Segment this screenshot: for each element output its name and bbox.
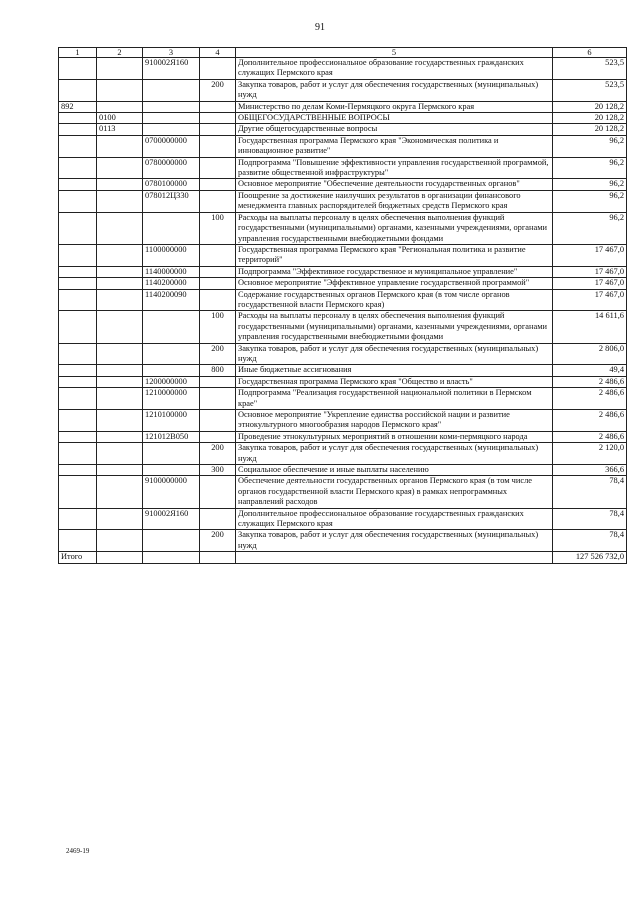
cell-section-code bbox=[97, 476, 143, 508]
cell-section-code bbox=[97, 443, 143, 465]
table-row bbox=[59, 124, 627, 135]
table-row bbox=[59, 135, 627, 157]
cell-target-article: 1210000000 bbox=[143, 388, 200, 410]
cell-amount: 2 486,6 bbox=[553, 388, 627, 410]
cell-amount: 2 486,6 bbox=[553, 410, 627, 432]
cell-target-article bbox=[143, 343, 200, 365]
cell-section-code bbox=[97, 410, 143, 432]
table-row bbox=[59, 157, 627, 179]
cell-ministry-code bbox=[59, 376, 97, 387]
cell-description: Поощрение за достижение наилучших результатов в организации финансового менеджмента главных распорядителей бюджетных средств Пермского края bbox=[236, 190, 553, 212]
cell-expense-type: 200 bbox=[200, 343, 236, 365]
column-header: 1 bbox=[59, 48, 97, 58]
cell-expense-type: 200 bbox=[200, 443, 236, 465]
cell-target-article: 1100000000 bbox=[143, 244, 200, 266]
cell-amount: 49,4 bbox=[553, 365, 627, 376]
cell-section-code bbox=[97, 278, 143, 289]
cell-expense-type: 100 bbox=[200, 212, 236, 244]
cell-amount: 96,2 bbox=[553, 179, 627, 190]
cell-description: ОБЩЕГОСУДАРСТВЕННЫЕ ВОПРОСЫ bbox=[236, 113, 553, 124]
cell-target-article bbox=[143, 124, 200, 135]
table-row bbox=[59, 101, 627, 112]
cell-expense-type: 200 bbox=[200, 79, 236, 101]
table-row bbox=[59, 244, 627, 266]
cell-ministry-code bbox=[59, 179, 97, 190]
table-row bbox=[59, 278, 627, 289]
table-row bbox=[59, 388, 627, 410]
column-header: 5 bbox=[236, 48, 553, 58]
cell-target-article bbox=[143, 101, 200, 112]
cell-expense-type bbox=[200, 376, 236, 387]
cell-target-article: 0780000000 bbox=[143, 157, 200, 179]
cell-description: Государственная программа Пермского края "Экономическая политика и инновационное развитие" bbox=[236, 135, 553, 157]
cell-amount: 127 526 732,0 bbox=[553, 552, 627, 563]
cell-target-article: 1210100000 bbox=[143, 410, 200, 432]
cell-amount: 78,4 bbox=[553, 530, 627, 552]
cell-section-code bbox=[97, 552, 143, 563]
cell-expense-type bbox=[200, 289, 236, 311]
table-row bbox=[59, 266, 627, 277]
cell-ministry-code bbox=[59, 278, 97, 289]
cell-expense-type bbox=[200, 410, 236, 432]
cell-description: Закупка товаров, работ и услуг для обеспечения государственных (муниципальных) нужд bbox=[236, 443, 553, 465]
cell-description: Дополнительное профессиональное образование государственных гражданских служащих Пермского края bbox=[236, 508, 553, 530]
cell-description: Содержание государственных органов Пермского края (в том числе органов государственной власти Пермского края) bbox=[236, 289, 553, 311]
cell-amount: 2 486,6 bbox=[553, 376, 627, 387]
cell-ministry-code bbox=[59, 135, 97, 157]
cell-ministry-code bbox=[59, 465, 97, 476]
cell-amount: 20 128,2 bbox=[553, 124, 627, 135]
table-row bbox=[59, 311, 627, 343]
cell-ministry-code bbox=[59, 79, 97, 101]
cell-description: Подпрограмма "Повышение эффективности управления государственной программой, развитие общественной инфраструктуры" bbox=[236, 157, 553, 179]
table-row bbox=[59, 552, 627, 563]
cell-amount: 78,4 bbox=[553, 476, 627, 508]
cell-section-code bbox=[97, 135, 143, 157]
cell-amount: 96,2 bbox=[553, 190, 627, 212]
cell-description: Основное мероприятие "Эффективное управление государственной программой" bbox=[236, 278, 553, 289]
cell-section-code bbox=[97, 101, 143, 112]
cell-amount: 20 128,2 bbox=[553, 101, 627, 112]
cell-amount: 2 486,6 bbox=[553, 431, 627, 442]
cell-description: Закупка товаров, работ и услуг для обеспечения государственных (муниципальных) нужд bbox=[236, 530, 553, 552]
cell-ministry-code bbox=[59, 476, 97, 508]
cell-target-article bbox=[143, 465, 200, 476]
cell-expense-type: 100 bbox=[200, 311, 236, 343]
document-code: 2469-19 bbox=[66, 847, 90, 855]
table-row bbox=[59, 289, 627, 311]
cell-description: Государственная программа Пермского края "Региональная политика и развитие территорий" bbox=[236, 244, 553, 266]
cell-target-article: 9100000000 bbox=[143, 476, 200, 508]
cell-expense-type bbox=[200, 278, 236, 289]
cell-ministry-code bbox=[59, 508, 97, 530]
cell-ministry-code bbox=[59, 212, 97, 244]
cell-ministry-code bbox=[59, 266, 97, 277]
cell-amount: 523,5 bbox=[553, 79, 627, 101]
cell-section-code bbox=[97, 465, 143, 476]
cell-amount: 96,2 bbox=[553, 212, 627, 244]
cell-amount: 78,4 bbox=[553, 508, 627, 530]
table-row bbox=[59, 212, 627, 244]
cell-target-article bbox=[143, 365, 200, 376]
cell-ministry-code bbox=[59, 410, 97, 432]
cell-section-code bbox=[97, 311, 143, 343]
cell-target-article bbox=[143, 113, 200, 124]
cell-description bbox=[236, 552, 553, 563]
cell-section-code bbox=[97, 190, 143, 212]
cell-description: Основное мероприятие "Укрепление единства российской нации и развитие этнокультурного многообразия народов Пермского края" bbox=[236, 410, 553, 432]
cell-description: Дополнительное профессиональное образование государственных гражданских служащих Пермского края bbox=[236, 58, 553, 80]
cell-description: Обеспечение деятельности государственных органов Пермского края (в том числе органов государственной власти Пермского края) в рамках непрограммных направлений расходов bbox=[236, 476, 553, 508]
table-row bbox=[59, 179, 627, 190]
table-row bbox=[59, 343, 627, 365]
cell-section-code bbox=[97, 289, 143, 311]
cell-expense-type bbox=[200, 266, 236, 277]
cell-section-code bbox=[97, 266, 143, 277]
cell-ministry-code bbox=[59, 388, 97, 410]
cell-target-article: 078012Ц330 bbox=[143, 190, 200, 212]
cell-description: Основное мероприятие "Обеспечение деятельности государственных органов" bbox=[236, 179, 553, 190]
cell-ministry-code: 892 bbox=[59, 101, 97, 112]
cell-expense-type: 200 bbox=[200, 530, 236, 552]
cell-expense-type bbox=[200, 113, 236, 124]
cell-expense-type: 800 bbox=[200, 365, 236, 376]
cell-description: Подпрограмма "Эффективное государственное и муниципальное управление" bbox=[236, 266, 553, 277]
cell-description: Министерство по делам Коми-Пермяцкого округа Пермского края bbox=[236, 101, 553, 112]
cell-ministry-code bbox=[59, 190, 97, 212]
cell-amount: 17 467,0 bbox=[553, 244, 627, 266]
table-row bbox=[59, 476, 627, 508]
cell-expense-type bbox=[200, 179, 236, 190]
cell-target-article: 0700000000 bbox=[143, 135, 200, 157]
cell-section-code bbox=[97, 179, 143, 190]
budget-table bbox=[58, 47, 627, 564]
cell-target-article: 1140000000 bbox=[143, 266, 200, 277]
cell-description: Проведение этнокультурных мероприятий в отношении коми-пермяцкого народа bbox=[236, 431, 553, 442]
cell-expense-type bbox=[200, 101, 236, 112]
cell-amount: 17 467,0 bbox=[553, 278, 627, 289]
table-body bbox=[59, 58, 627, 564]
cell-ministry-code bbox=[59, 157, 97, 179]
cell-section-code bbox=[97, 365, 143, 376]
cell-target-article bbox=[143, 552, 200, 563]
table-row bbox=[59, 465, 627, 476]
cell-description: Расходы на выплаты персоналу в целях обеспечения выполнения функций государственными (муниципальными) органами, казенными учреждениями, органами управления государственными внебюджетными фондами bbox=[236, 212, 553, 244]
cell-expense-type bbox=[200, 135, 236, 157]
cell-section-code: 0113 bbox=[97, 124, 143, 135]
cell-amount: 2 806,0 bbox=[553, 343, 627, 365]
cell-expense-type bbox=[200, 508, 236, 530]
cell-target-article bbox=[143, 311, 200, 343]
cell-description: Иные бюджетные ассигнования bbox=[236, 365, 553, 376]
cell-section-code bbox=[97, 212, 143, 244]
cell-amount: 17 467,0 bbox=[553, 266, 627, 277]
page-number: 91 bbox=[315, 22, 325, 33]
cell-amount: 17 467,0 bbox=[553, 289, 627, 311]
cell-description: Закупка товаров, работ и услуг для обеспечения государственных (муниципальных) нужд bbox=[236, 343, 553, 365]
cell-description: Государственная программа Пермского края "Общество и власть" bbox=[236, 376, 553, 387]
cell-section-code bbox=[97, 343, 143, 365]
cell-section-code bbox=[97, 58, 143, 80]
cell-expense-type bbox=[200, 476, 236, 508]
cell-description: Подпрограмма "Реализация государственной национальной политики в Пермском крае" bbox=[236, 388, 553, 410]
column-header: 2 bbox=[97, 48, 143, 58]
cell-amount: 96,2 bbox=[553, 135, 627, 157]
cell-description: Расходы на выплаты персоналу в целях обеспечения выполнения функций государственными (муниципальными) органами, казенными учреждениями, органами управления государственными внебюджетными фондами bbox=[236, 311, 553, 343]
cell-ministry-code: Итого bbox=[59, 552, 97, 563]
cell-ministry-code bbox=[59, 289, 97, 311]
cell-ministry-code bbox=[59, 58, 97, 80]
cell-expense-type bbox=[200, 388, 236, 410]
cell-ministry-code bbox=[59, 244, 97, 266]
column-header: 3 bbox=[143, 48, 200, 58]
cell-section-code bbox=[97, 431, 143, 442]
cell-amount: 14 611,6 bbox=[553, 311, 627, 343]
table-header-row bbox=[59, 48, 627, 58]
cell-section-code bbox=[97, 157, 143, 179]
cell-description: Социальное обеспечение и иные выплаты населению bbox=[236, 465, 553, 476]
cell-target-article: 0780100000 bbox=[143, 179, 200, 190]
cell-target-article: 1140200090 bbox=[143, 289, 200, 311]
cell-ministry-code bbox=[59, 431, 97, 442]
cell-ministry-code bbox=[59, 311, 97, 343]
cell-target-article bbox=[143, 530, 200, 552]
table-row bbox=[59, 58, 627, 80]
cell-target-article: 1200000000 bbox=[143, 376, 200, 387]
table-row bbox=[59, 113, 627, 124]
cell-ministry-code bbox=[59, 124, 97, 135]
table-row bbox=[59, 365, 627, 376]
cell-description: Другие общегосударственные вопросы bbox=[236, 124, 553, 135]
cell-ministry-code bbox=[59, 343, 97, 365]
cell-amount: 366,6 bbox=[553, 465, 627, 476]
cell-expense-type bbox=[200, 157, 236, 179]
cell-amount: 523,5 bbox=[553, 58, 627, 80]
cell-expense-type bbox=[200, 431, 236, 442]
cell-amount: 96,2 bbox=[553, 157, 627, 179]
cell-expense-type bbox=[200, 190, 236, 212]
cell-expense-type bbox=[200, 124, 236, 135]
cell-amount: 2 120,0 bbox=[553, 443, 627, 465]
cell-amount: 20 128,2 bbox=[553, 113, 627, 124]
table-row bbox=[59, 410, 627, 432]
table-row bbox=[59, 508, 627, 530]
cell-section-code bbox=[97, 79, 143, 101]
cell-expense-type bbox=[200, 58, 236, 80]
cell-target-article bbox=[143, 212, 200, 244]
cell-description: Закупка товаров, работ и услуг для обеспечения государственных (муниципальных) нужд bbox=[236, 79, 553, 101]
table-row bbox=[59, 79, 627, 101]
table-row bbox=[59, 190, 627, 212]
cell-target-article: 1140200000 bbox=[143, 278, 200, 289]
cell-target-article bbox=[143, 79, 200, 101]
cell-expense-type bbox=[200, 552, 236, 563]
cell-expense-type bbox=[200, 244, 236, 266]
cell-ministry-code bbox=[59, 530, 97, 552]
cell-section-code bbox=[97, 508, 143, 530]
cell-ministry-code bbox=[59, 443, 97, 465]
cell-target-article bbox=[143, 443, 200, 465]
table-row bbox=[59, 530, 627, 552]
cell-section-code bbox=[97, 388, 143, 410]
table-row bbox=[59, 376, 627, 387]
cell-ministry-code bbox=[59, 113, 97, 124]
cell-section-code bbox=[97, 376, 143, 387]
column-header: 6 bbox=[553, 48, 627, 58]
cell-ministry-code bbox=[59, 365, 97, 376]
column-header: 4 bbox=[200, 48, 236, 58]
table-row bbox=[59, 431, 627, 442]
cell-target-article: 910002Я160 bbox=[143, 58, 200, 80]
cell-section-code: 0100 bbox=[97, 113, 143, 124]
cell-expense-type: 300 bbox=[200, 465, 236, 476]
cell-section-code bbox=[97, 530, 143, 552]
cell-section-code bbox=[97, 244, 143, 266]
cell-target-article: 910002Я160 bbox=[143, 508, 200, 530]
cell-target-article: 121012В050 bbox=[143, 431, 200, 442]
table-row bbox=[59, 443, 627, 465]
